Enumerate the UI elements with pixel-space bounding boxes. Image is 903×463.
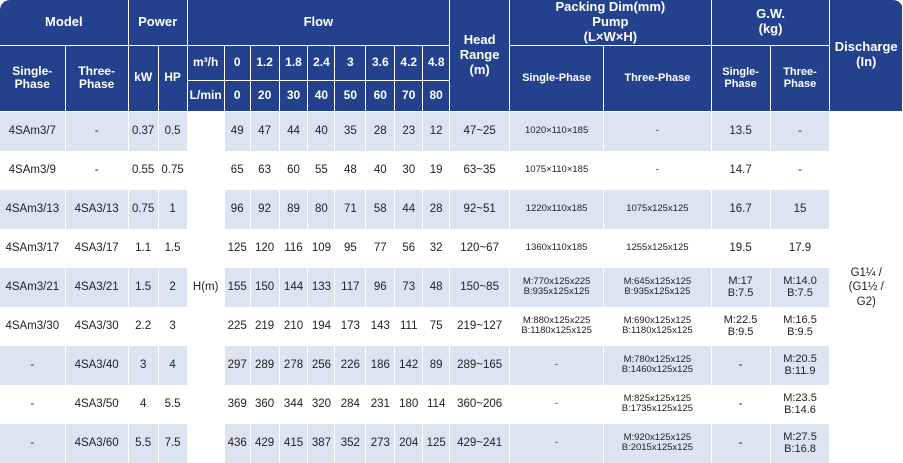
head-value: 436	[224, 424, 250, 463]
head-value: 278	[279, 346, 308, 385]
head-value: 180	[395, 385, 423, 424]
discharge-value: G1¼ / (G1½ / G2)	[830, 111, 903, 463]
packing-single: -	[510, 346, 604, 385]
head-range: 289~165	[450, 346, 510, 385]
head-value: 284	[335, 385, 366, 424]
head-value: 48	[423, 268, 450, 307]
head-value: 256	[308, 346, 335, 385]
head-range: 429~241	[450, 424, 510, 463]
packing-three: M:825x125x125 B:1735x125x125	[604, 385, 711, 424]
table-row	[0, 346, 903, 385]
head-value: 23	[395, 111, 423, 151]
hp-header: HP	[158, 45, 187, 111]
table-row	[0, 307, 903, 346]
power-hp: 7.5	[158, 424, 187, 463]
power-kw: 3	[128, 346, 158, 385]
head-value: 96	[224, 190, 250, 229]
head-value: 56	[395, 229, 423, 268]
flow-lmin-value: 40	[308, 80, 335, 111]
flow-lmin-value: 50	[335, 80, 366, 111]
head-value: 120	[250, 229, 279, 268]
head-value: 65	[224, 151, 250, 190]
head-range-header: Head Range (m)	[450, 0, 510, 111]
three-phase-model: 4SA3/13	[65, 190, 128, 229]
packing-three: -	[604, 151, 711, 190]
head-value: 49	[224, 111, 250, 151]
three-phase-model: 4SA3/17	[65, 229, 128, 268]
head-range: 150~85	[450, 268, 510, 307]
kw-header: kW	[128, 45, 158, 111]
packing-three: M:645x125x125 B:935x125x125	[604, 268, 711, 307]
power-hp: 0.75	[158, 151, 187, 190]
gw-single-header: Single- Phase	[711, 45, 770, 111]
head-value: 344	[279, 385, 308, 424]
gw-three: M:16.5 B:9.5	[770, 307, 830, 346]
head-value: 89	[279, 190, 308, 229]
head-value: 210	[279, 307, 308, 346]
head-value: 429	[250, 424, 279, 463]
head-value: 12	[423, 111, 450, 151]
power-hp: 3	[158, 307, 187, 346]
packing-single: 1360x110x185	[510, 229, 604, 268]
flow-lmin-value: 80	[423, 80, 450, 111]
head-value: 155	[224, 268, 250, 307]
gw-header: G.W. (kg)	[711, 0, 830, 45]
power-kw: 0.55	[128, 151, 158, 190]
single-phase-model: 4SAm3/13	[0, 190, 65, 229]
head-value: 143	[366, 307, 395, 346]
head-unit-label: H(m)	[187, 111, 224, 463]
packing-single: M:880x125x225 B:1180x125x125	[510, 307, 604, 346]
gw-three: M:27.5 B:16.8	[770, 424, 830, 463]
flow-lmin-value: 20	[250, 80, 279, 111]
three-phase-model: -	[65, 111, 128, 151]
head-value: 73	[395, 268, 423, 307]
head-value: 32	[423, 229, 450, 268]
head-value: 142	[395, 346, 423, 385]
head-value: 111	[395, 307, 423, 346]
flow-lmin-value: 0	[224, 80, 250, 111]
head-value: 415	[279, 424, 308, 463]
head-value: 114	[423, 385, 450, 424]
power-header: Power	[128, 0, 187, 45]
single-phase-model: -	[0, 385, 65, 424]
table-row	[0, 190, 903, 229]
packing-three: 1255x125x125	[604, 229, 711, 268]
packing-single: 1020×110×185	[510, 111, 604, 151]
table-body	[0, 111, 903, 463]
flow-unit-lmin: L/min	[187, 80, 224, 111]
packing-single: -	[510, 385, 604, 424]
power-hp: 2	[158, 268, 187, 307]
power-kw: 0.37	[128, 111, 158, 151]
flow-lmin-value: 60	[366, 80, 395, 111]
packing-header: Packing Dim(mm) Pump (L×W×H)	[510, 0, 712, 45]
head-value: 48	[335, 151, 366, 190]
packing-single: 1220x110x185	[510, 190, 604, 229]
head-value: 231	[366, 385, 395, 424]
head-value: 47	[250, 111, 279, 151]
head-value: 125	[423, 424, 450, 463]
three-phase-model: 4SA3/30	[65, 307, 128, 346]
packing-three: M:780x125x125 B:1460x125x125	[604, 346, 711, 385]
head-value: 44	[395, 190, 423, 229]
table-row	[0, 229, 903, 268]
packing-single: M:770x125x225 B:935x125x125	[510, 268, 604, 307]
head-value: 44	[279, 111, 308, 151]
packing-three: 1075x125x125	[604, 190, 711, 229]
table-row	[0, 268, 903, 307]
packing-three: M:690x125x125 B:1180x125x125	[604, 307, 711, 346]
gw-three: -	[770, 151, 830, 190]
flow-m3h-value: 1.8	[279, 45, 308, 80]
packing-three: M:920x125x125 B:2015x125x125	[604, 424, 711, 463]
head-value: 19	[423, 151, 450, 190]
head-value: 58	[366, 190, 395, 229]
head-value: 95	[335, 229, 366, 268]
gw-three: M:20.5 B:11.9	[770, 346, 830, 385]
gw-single: 14.7	[711, 151, 770, 190]
flow-unit-m3h: m³/h	[187, 45, 224, 80]
flow-lmin-value: 30	[279, 80, 308, 111]
head-value: 28	[366, 111, 395, 151]
head-value: 92	[250, 190, 279, 229]
three-phase-model: 4SA3/50	[65, 385, 128, 424]
head-value: 219	[250, 307, 279, 346]
head-value: 55	[308, 151, 335, 190]
power-hp: 5.5	[158, 385, 187, 424]
gw-single: -	[711, 385, 770, 424]
head-value: 40	[308, 111, 335, 151]
head-value: 204	[395, 424, 423, 463]
flow-m3h-value: 3	[335, 45, 366, 80]
flow-m3h-value: 4.2	[395, 45, 423, 80]
three-phase-model: -	[65, 151, 128, 190]
gw-three: M:23.5 B:14.6	[770, 385, 830, 424]
packing-single: -	[510, 424, 604, 463]
single-phase-model: 4SAm3/7	[0, 111, 65, 151]
gw-single: M:17 B:7.5	[711, 268, 770, 307]
head-value: 225	[224, 307, 250, 346]
head-value: 28	[423, 190, 450, 229]
head-value: 194	[308, 307, 335, 346]
head-value: 273	[366, 424, 395, 463]
head-value: 297	[224, 346, 250, 385]
head-range: 360~206	[450, 385, 510, 424]
gw-single: M:22.5 B:9.5	[711, 307, 770, 346]
head-value: 144	[279, 268, 308, 307]
head-value: 75	[423, 307, 450, 346]
head-value: 133	[308, 268, 335, 307]
single-phase-model: 4SAm3/21	[0, 268, 65, 307]
single-phase-model: -	[0, 346, 65, 385]
three-phase-model: 4SA3/21	[65, 268, 128, 307]
three-phase-model: 4SA3/60	[65, 424, 128, 463]
head-value: 387	[308, 424, 335, 463]
model-header: Model	[0, 0, 128, 45]
head-value: 320	[308, 385, 335, 424]
power-kw: 1.1	[128, 229, 158, 268]
head-value: 352	[335, 424, 366, 463]
head-value: 71	[335, 190, 366, 229]
flow-m3h-value: 1.2	[250, 45, 279, 80]
gw-single: -	[711, 346, 770, 385]
power-kw: 0.75	[128, 190, 158, 229]
table-row	[0, 111, 903, 151]
gw-three-header: Three- Phase	[770, 45, 830, 111]
head-value: 116	[279, 229, 308, 268]
single-phase-model: 4SAm3/17	[0, 229, 65, 268]
table-row	[0, 385, 903, 424]
gw-single: -	[711, 424, 770, 463]
gw-three: M:14.0 B:7.5	[770, 268, 830, 307]
power-kw: 2.2	[128, 307, 158, 346]
head-value: 117	[335, 268, 366, 307]
gw-three: -	[770, 111, 830, 151]
packing-three-header: Three-Phase	[604, 45, 711, 111]
head-value: 77	[366, 229, 395, 268]
power-kw: 4	[128, 385, 158, 424]
head-range: 92~51	[450, 190, 510, 229]
head-value: 63	[250, 151, 279, 190]
gw-three: 17.9	[770, 229, 830, 268]
discharge-header: Discharge (In)	[830, 0, 903, 111]
head-value: 40	[366, 151, 395, 190]
head-range: 47~25	[450, 111, 510, 151]
single-phase-header: Single- Phase	[0, 45, 65, 111]
gw-three: 15	[770, 190, 830, 229]
table-row	[0, 424, 903, 463]
flow-m3h-value: 2.4	[308, 45, 335, 80]
power-hp: 1.5	[158, 229, 187, 268]
single-phase-model: 4SAm3/9	[0, 151, 65, 190]
power-hp: 0.5	[158, 111, 187, 151]
packing-three: -	[604, 111, 711, 151]
flow-m3h-value: 4.8	[423, 45, 450, 80]
gw-single: 19.5	[711, 229, 770, 268]
power-kw: 1.5	[128, 268, 158, 307]
single-phase-model: -	[0, 424, 65, 463]
power-hp: 4	[158, 346, 187, 385]
head-value: 89	[423, 346, 450, 385]
power-kw: 5.5	[128, 424, 158, 463]
head-value: 60	[279, 151, 308, 190]
head-value: 173	[335, 307, 366, 346]
head-range: 120~67	[450, 229, 510, 268]
three-phase-header: Three- Phase	[65, 45, 128, 111]
head-value: 80	[308, 190, 335, 229]
head-value: 125	[224, 229, 250, 268]
gw-single: 13.5	[711, 111, 770, 151]
head-value: 289	[250, 346, 279, 385]
head-value: 109	[308, 229, 335, 268]
head-value: 186	[366, 346, 395, 385]
head-value: 360	[250, 385, 279, 424]
power-hp: 1	[158, 190, 187, 229]
head-value: 150	[250, 268, 279, 307]
flow-header: Flow	[187, 0, 450, 45]
three-phase-model: 4SA3/40	[65, 346, 128, 385]
single-phase-model: 4SAm3/30	[0, 307, 65, 346]
head-value: 226	[335, 346, 366, 385]
table-row	[0, 151, 903, 190]
flow-m3h-value: 0	[224, 45, 250, 80]
gw-single: 16.7	[711, 190, 770, 229]
head-value: 96	[366, 268, 395, 307]
head-range: 63~35	[450, 151, 510, 190]
head-value: 30	[395, 151, 423, 190]
head-range: 219~127	[450, 307, 510, 346]
head-value: 369	[224, 385, 250, 424]
head-value: 35	[335, 111, 366, 151]
packing-single: 1075×110×185	[510, 151, 604, 190]
packing-single-header: Single-Phase	[510, 45, 604, 111]
table-header	[0, 0, 903, 111]
flow-m3h-value: 3.6	[366, 45, 395, 80]
flow-lmin-value: 70	[395, 80, 423, 111]
